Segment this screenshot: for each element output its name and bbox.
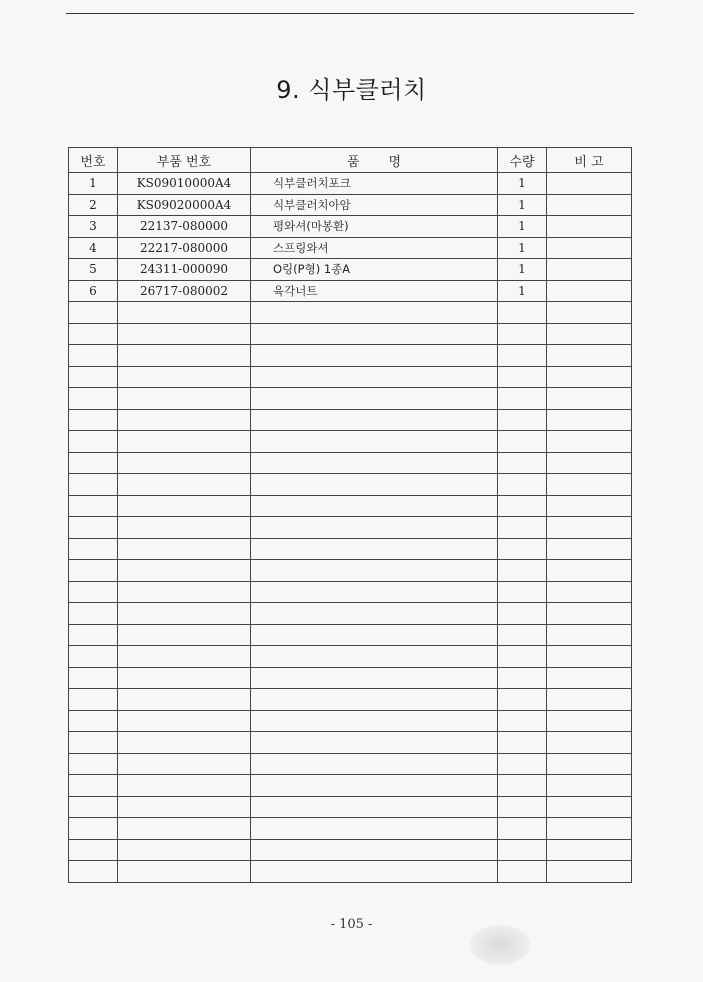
- cell-no: [69, 646, 118, 668]
- table-row: [69, 624, 632, 646]
- table-row: [69, 646, 632, 668]
- table-row: [69, 194, 632, 216]
- cell-no: [69, 366, 118, 388]
- cell-name: [251, 581, 498, 603]
- cell-no: [69, 495, 118, 517]
- cell-name: O링(P형) 1종A: [251, 259, 498, 281]
- cell-part-no: KS09010000A4: [118, 173, 251, 195]
- cell-no: [69, 796, 118, 818]
- cell-part-no: [118, 861, 251, 883]
- cell-name: [251, 818, 498, 840]
- table-row: [69, 345, 632, 367]
- cell-part-no: 26717-080002: [118, 280, 251, 302]
- cell-name: [251, 839, 498, 861]
- cell-qty: [498, 560, 547, 582]
- header-no: 번호: [69, 148, 118, 173]
- cell-name: 육각너트: [251, 280, 498, 302]
- cell-part-no: 22137-080000: [118, 216, 251, 238]
- cell-remarks: [547, 474, 632, 496]
- cell-no: 2: [69, 194, 118, 216]
- cell-name: 식부클러치포크: [251, 173, 498, 195]
- cell-part-no: [118, 818, 251, 840]
- cell-part-no: [118, 775, 251, 797]
- cell-part-no: [118, 753, 251, 775]
- cell-remarks: [547, 517, 632, 539]
- table-row: [69, 388, 632, 410]
- cell-part-no: KS09020000A4: [118, 194, 251, 216]
- cell-remarks: [547, 732, 632, 754]
- header-name: [251, 148, 498, 173]
- cell-remarks: [547, 259, 632, 281]
- cell-qty: [498, 624, 547, 646]
- cell-remarks: [547, 194, 632, 216]
- table-row: [69, 775, 632, 797]
- cell-name: [251, 366, 498, 388]
- table-row: [69, 689, 632, 711]
- cell-qty: 1: [498, 194, 547, 216]
- cell-no: [69, 452, 118, 474]
- cell-part-no: [118, 409, 251, 431]
- cell-no: [69, 861, 118, 883]
- cell-qty: [498, 474, 547, 496]
- cell-qty: [498, 366, 547, 388]
- cell-remarks: [547, 861, 632, 883]
- cell-no: 6: [69, 280, 118, 302]
- cell-no: [69, 581, 118, 603]
- cell-remarks: [547, 388, 632, 410]
- cell-qty: [498, 495, 547, 517]
- cell-name: [251, 603, 498, 625]
- table-row: [69, 474, 632, 496]
- table-row: [69, 603, 632, 625]
- cell-no: 1: [69, 173, 118, 195]
- cell-name: [251, 775, 498, 797]
- cell-name: 평와셔(마봉환): [251, 216, 498, 238]
- cell-no: [69, 689, 118, 711]
- table-row: [69, 538, 632, 560]
- table-row: [69, 753, 632, 775]
- cell-name: [251, 624, 498, 646]
- cell-name: [251, 323, 498, 345]
- cell-qty: 1: [498, 259, 547, 281]
- cell-qty: [498, 581, 547, 603]
- cell-name: [251, 861, 498, 883]
- cell-part-no: [118, 538, 251, 560]
- cell-name: [251, 388, 498, 410]
- cell-qty: [498, 603, 547, 625]
- cell-part-no: [118, 732, 251, 754]
- cell-qty: [498, 409, 547, 431]
- cell-part-no: [118, 345, 251, 367]
- cell-no: [69, 323, 118, 345]
- cell-remarks: [547, 560, 632, 582]
- cell-no: [69, 431, 118, 453]
- cell-remarks: [547, 173, 632, 195]
- cell-no: [69, 345, 118, 367]
- cell-qty: [498, 667, 547, 689]
- cell-qty: [498, 732, 547, 754]
- cell-remarks: [547, 280, 632, 302]
- cell-no: 5: [69, 259, 118, 281]
- cell-no: [69, 560, 118, 582]
- cell-qty: [498, 388, 547, 410]
- cell-qty: [498, 689, 547, 711]
- cell-qty: [498, 431, 547, 453]
- cell-remarks: [547, 302, 632, 324]
- cell-part-no: [118, 495, 251, 517]
- cell-remarks: [547, 495, 632, 517]
- page-title: 9. 식부클러치: [276, 76, 427, 104]
- cell-part-no: [118, 560, 251, 582]
- cell-part-no: [118, 581, 251, 603]
- cell-remarks: [547, 216, 632, 238]
- cell-remarks: [547, 409, 632, 431]
- cell-part-no: [118, 689, 251, 711]
- cell-qty: [498, 323, 547, 345]
- cell-no: [69, 753, 118, 775]
- cell-qty: 1: [498, 173, 547, 195]
- cell-remarks: [547, 775, 632, 797]
- table-row: [69, 581, 632, 603]
- table-row: [69, 452, 632, 474]
- cell-qty: [498, 839, 547, 861]
- cell-part-no: [118, 366, 251, 388]
- cell-qty: [498, 345, 547, 367]
- cell-no: [69, 818, 118, 840]
- cell-qty: 1: [498, 216, 547, 238]
- table-row: [69, 796, 632, 818]
- cell-no: [69, 667, 118, 689]
- cell-qty: [498, 646, 547, 668]
- table-row: [69, 517, 632, 539]
- cell-qty: [498, 517, 547, 539]
- cell-no: [69, 302, 118, 324]
- cell-name: [251, 345, 498, 367]
- cell-part-no: [118, 431, 251, 453]
- cell-no: [69, 732, 118, 754]
- cell-qty: [498, 861, 547, 883]
- cell-name: [251, 474, 498, 496]
- cell-name: [251, 302, 498, 324]
- table-row: [69, 732, 632, 754]
- cell-name: [251, 495, 498, 517]
- cell-name: [251, 517, 498, 539]
- top-rule: [66, 13, 634, 14]
- cell-qty: [498, 818, 547, 840]
- cell-name: 스프링와셔: [251, 237, 498, 259]
- cell-part-no: [118, 796, 251, 818]
- cell-qty: [498, 710, 547, 732]
- table-row: [69, 667, 632, 689]
- table-row: [69, 323, 632, 345]
- table-row: [69, 216, 632, 238]
- cell-qty: [498, 796, 547, 818]
- cell-qty: 1: [498, 280, 547, 302]
- header-name-label: 품 명: [346, 154, 402, 170]
- parts-table: [68, 147, 632, 883]
- cell-part-no: [118, 323, 251, 345]
- cell-name: [251, 409, 498, 431]
- table-row: [69, 302, 632, 324]
- cell-part-no: [118, 517, 251, 539]
- table-row: [69, 839, 632, 861]
- cell-qty: [498, 753, 547, 775]
- cell-part-no: [118, 624, 251, 646]
- cell-remarks: [547, 753, 632, 775]
- table-row: [69, 710, 632, 732]
- cell-name: [251, 452, 498, 474]
- table-row: [69, 366, 632, 388]
- cell-name: 식부클러치아암: [251, 194, 498, 216]
- cell-part-no: [118, 603, 251, 625]
- cell-part-no: [118, 710, 251, 732]
- cell-no: [69, 517, 118, 539]
- cell-part-no: [118, 474, 251, 496]
- table-row: [69, 237, 632, 259]
- header-qty: 수량: [498, 148, 547, 173]
- cell-part-no: [118, 839, 251, 861]
- table-row: [69, 409, 632, 431]
- cell-remarks: [547, 796, 632, 818]
- cell-remarks: [547, 689, 632, 711]
- cell-part-no: [118, 302, 251, 324]
- cell-part-no: [118, 646, 251, 668]
- cell-qty: 1: [498, 237, 547, 259]
- page-number: - 105 -: [330, 917, 373, 932]
- cell-name: [251, 732, 498, 754]
- cell-no: [69, 603, 118, 625]
- table-row: [69, 259, 632, 281]
- cell-remarks: [547, 710, 632, 732]
- cell-remarks: [547, 345, 632, 367]
- table-body: [69, 173, 632, 883]
- cell-name: [251, 796, 498, 818]
- cell-part-no: [118, 667, 251, 689]
- scan-smudge: [470, 925, 530, 965]
- cell-remarks: [547, 646, 632, 668]
- cell-name: [251, 646, 498, 668]
- table-row: [69, 560, 632, 582]
- cell-remarks: [547, 818, 632, 840]
- cell-qty: [498, 302, 547, 324]
- cell-no: 3: [69, 216, 118, 238]
- table-row: [69, 173, 632, 195]
- table-row: [69, 818, 632, 840]
- cell-remarks: [547, 323, 632, 345]
- cell-qty: [498, 452, 547, 474]
- table-row: [69, 861, 632, 883]
- cell-no: [69, 710, 118, 732]
- cell-no: [69, 624, 118, 646]
- cell-no: 4: [69, 237, 118, 259]
- header-part-no: 부품 번호: [118, 148, 251, 173]
- cell-name: [251, 431, 498, 453]
- table-row: [69, 495, 632, 517]
- cell-remarks: [547, 624, 632, 646]
- cell-remarks: [547, 452, 632, 474]
- cell-name: [251, 753, 498, 775]
- cell-name: [251, 710, 498, 732]
- cell-name: [251, 560, 498, 582]
- cell-remarks: [547, 603, 632, 625]
- cell-name: [251, 667, 498, 689]
- cell-remarks: [547, 581, 632, 603]
- cell-no: [69, 839, 118, 861]
- table-row: [69, 431, 632, 453]
- table-header-row: [69, 148, 632, 173]
- cell-part-no: [118, 388, 251, 410]
- cell-no: [69, 474, 118, 496]
- cell-remarks: [547, 431, 632, 453]
- cell-remarks: [547, 366, 632, 388]
- cell-no: [69, 538, 118, 560]
- cell-qty: [498, 538, 547, 560]
- header-remarks: 비 고: [547, 148, 632, 173]
- cell-no: [69, 775, 118, 797]
- cell-remarks: [547, 667, 632, 689]
- cell-no: [69, 409, 118, 431]
- cell-name: [251, 689, 498, 711]
- cell-remarks: [547, 538, 632, 560]
- cell-remarks: [547, 839, 632, 861]
- cell-remarks: [547, 237, 632, 259]
- cell-part-no: 24311-000090: [118, 259, 251, 281]
- cell-no: [69, 388, 118, 410]
- cell-name: [251, 538, 498, 560]
- cell-part-no: [118, 452, 251, 474]
- cell-part-no: 22217-080000: [118, 237, 251, 259]
- table-row: [69, 280, 632, 302]
- cell-qty: [498, 775, 547, 797]
